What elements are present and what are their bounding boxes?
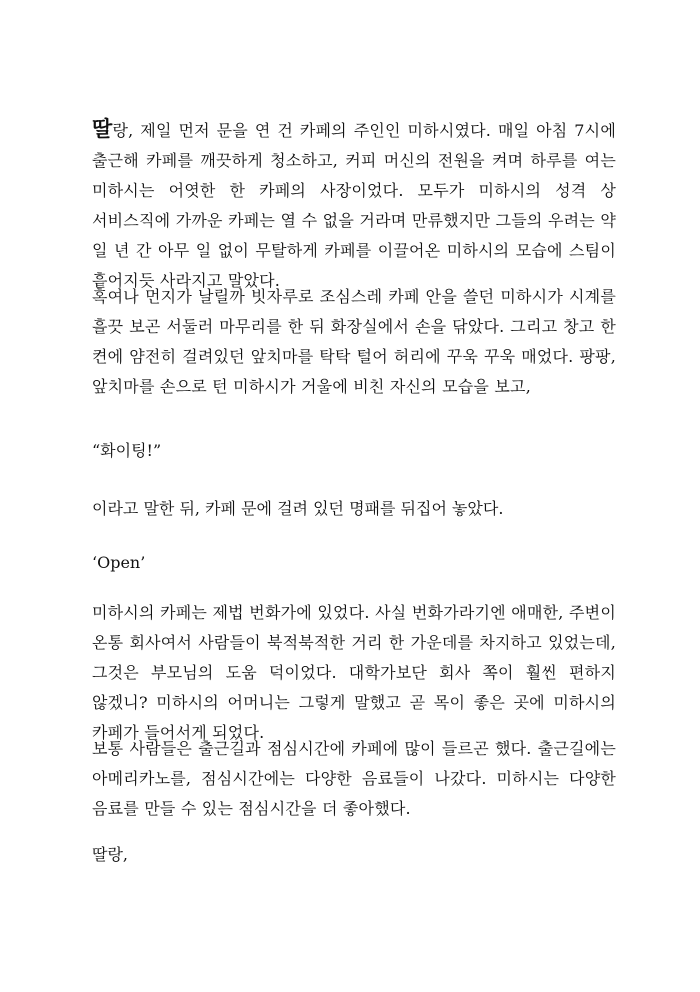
paragraph-1: [92, 114, 616, 296]
paragraph-4: [92, 598, 616, 748]
quote-line: “화이팅!”: [92, 441, 162, 460]
paragraph-2: [92, 282, 616, 402]
paragraph-4-text: 미하시의 카페는 제법 번화가에 있었다. 사실 번화가라기엔 애매한, 주변이 온통 회사여서 사람들이 북적북적한 거리 한 가운데를 차지하고 있었는데, 그것은 부모님의 도움 덕이었다. 대학가보단 회사 쪽이 훨씬 편하지 않겠니? 미하시의 어머니는 그렇게 말했고 곧 목이 좋은 곳에 미하시의 카페가 들어서게 되었다.: [92, 603, 616, 742]
paragraph-5-text: 보통 사람들은 출근길과 점심시간에 카페에 많이 들르곤 했다. 출근길에는 아메리카노를, 점심시간에는 다양한 음료들이 나갔다. 미하시는 다양한 음료를 만들 수 있는 점심시간을 더 좋아했다.: [92, 739, 616, 818]
paragraph-2-text: 혹여나 먼지가 날릴까 빗자루로 조심스레 카페 안을 쓸던 미하시가 시계를 흘끗 보곤 서둘러 마무리를 한 뒤 화장실에서 손을 닦았다. 그리고 창고 한 켠에 얌전히 걸려있던 앞치마를 탁탁 털어 허리에 꾸욱 꾸욱 매었다. 팡팡, 앞치마를 손으로 턴 미하시가 거울에 비친 자신의 모습을 보고,: [92, 287, 616, 396]
paragraph-1-text: 랑, 제일 먼저 문을 연 건 카페의 주인인 미하시였다. 매일 아침 7시에 출근해 카페를 깨끗하게 청소하고, 커피 머신의 전원을 켜며 하루를 여는 미하시는 어엿한 한 카페의 사장이었다. 모두가 미하시의 성격 상 서비스직에 가까운 카페는 열 수 없을 거라며 만류했지만 그들의 우려는 약 일 년 간 아무 일 없이 무탈하게 카페를 이끌어온 미하시의 모습에 스팀이 흩어지듯 사라지고 말았다.: [92, 121, 616, 290]
drop-char: 딸: [92, 116, 113, 141]
paragraph-3-text: 이라고 말한 뒤, 카페 문에 걸려 있던 명패를 뒤집어 놓았다.: [92, 499, 504, 518]
open-sign-text: ‘Open’: [92, 553, 146, 572]
paragraph-6-text: 딸랑,: [92, 845, 128, 864]
paragraph-5: [92, 734, 616, 824]
